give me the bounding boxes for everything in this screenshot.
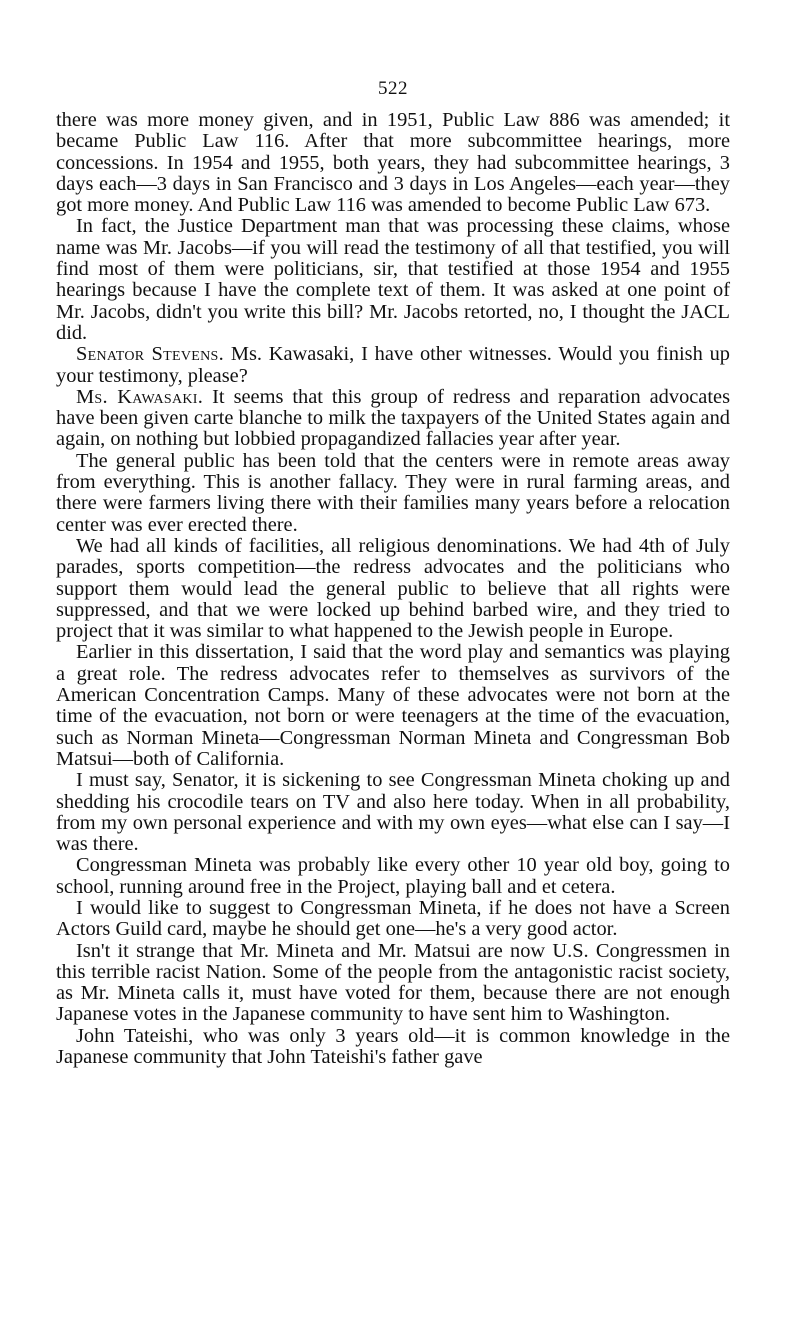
paragraph-text: In fact, the Justice Department man that was processing these claims, whose name was Mr. Jacobs—if you will read the testimony of all that testified, you will find most of them were politicians, sir, that testified at those 1954 and 1955 hearings because I have the complete text of them. It was asked at one point of Mr. Jacobs, didn't you write this bill? Mr. Jacobs retorted, no, I thought the JACL did. [56,215,730,344]
paragraph-text: We had all kinds of facilities, all religious denominations. We had 4th of July parades, sports competition—the redress advocates and the politicians who support them would lead the general public to believe that all rights were suppressed, and that we were locked up behind barbed wire, and they tried to project that it was similar to what happened to the Jewish people in Europe. [56,534,730,643]
paragraph-11 [56,941,730,1026]
paragraph-text: Ms. Kawasaki, I have other witnesses. Would you finish up your testimony, please? [56,343,730,387]
paragraph-text: The general public has been told that the centers were in remote areas away from everything. This is another fallacy. They were in rural farming areas, and there were farmers living there with their families many years before a relocation center was ever erected there. [56,449,730,536]
paragraph-5 [56,451,730,536]
paragraph-text: I must say, Senator, it is sickening to see Congressman Mineta choking up and shedding his crocodile tears on TV and also here today. When in all probability, from my own personal experience and with my own eyes—what else can I say—I was there. [56,769,730,856]
paragraph-10 [56,898,730,941]
paragraph-7 [56,642,730,770]
paragraph-8 [56,770,730,855]
paragraph-12 [56,1026,730,1069]
paragraph-text: It seems that this group of redress and reparation advocates have been given carte blanche to milk the taxpayers of the United States again and again, on nothing but lobbied propagandized fallacies year after year. [56,385,731,451]
paragraph-text: John Tateishi, who was only 3 years old—it is common knowledge in the Japanese community that John Tateishi's father gave [56,1024,730,1069]
paragraph-2 [56,216,730,344]
paragraph-3 [56,344,730,387]
paragraph-text: Congressman Mineta was probably like every other 10 year old boy, going to school, running around free in the Project, playing ball and et cetera. [56,854,730,898]
paragraph-text: there was more money given, and in 1951, Public Law 886 was amended; it became Public Law 116. After that more subcommittee hearings, more concessions. In 1954 and 1955, both years, they had subcommittee hearings, 3 days each—3 days in San Francisco and 3 days in Los Angeles—each year—they got more money. And Public Law 116 was amended to become Public Law 673. [56,109,730,217]
page-number: 522 [378,78,408,99]
paragraph-text: Earlier in this dissertation, I said that the word play and semantics was playing a great role. The redress advocates refer to themselves as survivors of the American Concentration Camps. Many of these advocates were not born at the time of the evacuation, not born or were teenagers at the time of the evacuation, such as Norman Mineta—Congressman Norman Mineta and Congressman Bob Matsui—both of California. [56,641,730,770]
paragraph-6 [56,536,730,642]
speaker-name: Senator Stevens. [76,343,225,366]
body-text [56,110,730,1068]
paragraph-1 [56,110,730,216]
speaker-name: Ms. Kawasaki. [76,385,204,408]
paragraph-text: I would like to suggest to Congressman Mineta, if he does not have a Screen Actors Guild card, maybe he should get one—he's a very good actor. [56,896,730,941]
paragraph-4 [56,387,730,451]
document-page [56,0,730,1068]
paragraph-text: Isn't it strange that Mr. Mineta and Mr. Matsui are now U.S. Congressmen in this terrible racist Nation. Some of the people from the antagonistic racist society, as Mr. Mineta calls it, must have voted for them, because there are not enough Japanese votes in the Japanese community to have sent him to Washington. [56,939,730,1026]
paragraph-9 [56,855,730,898]
